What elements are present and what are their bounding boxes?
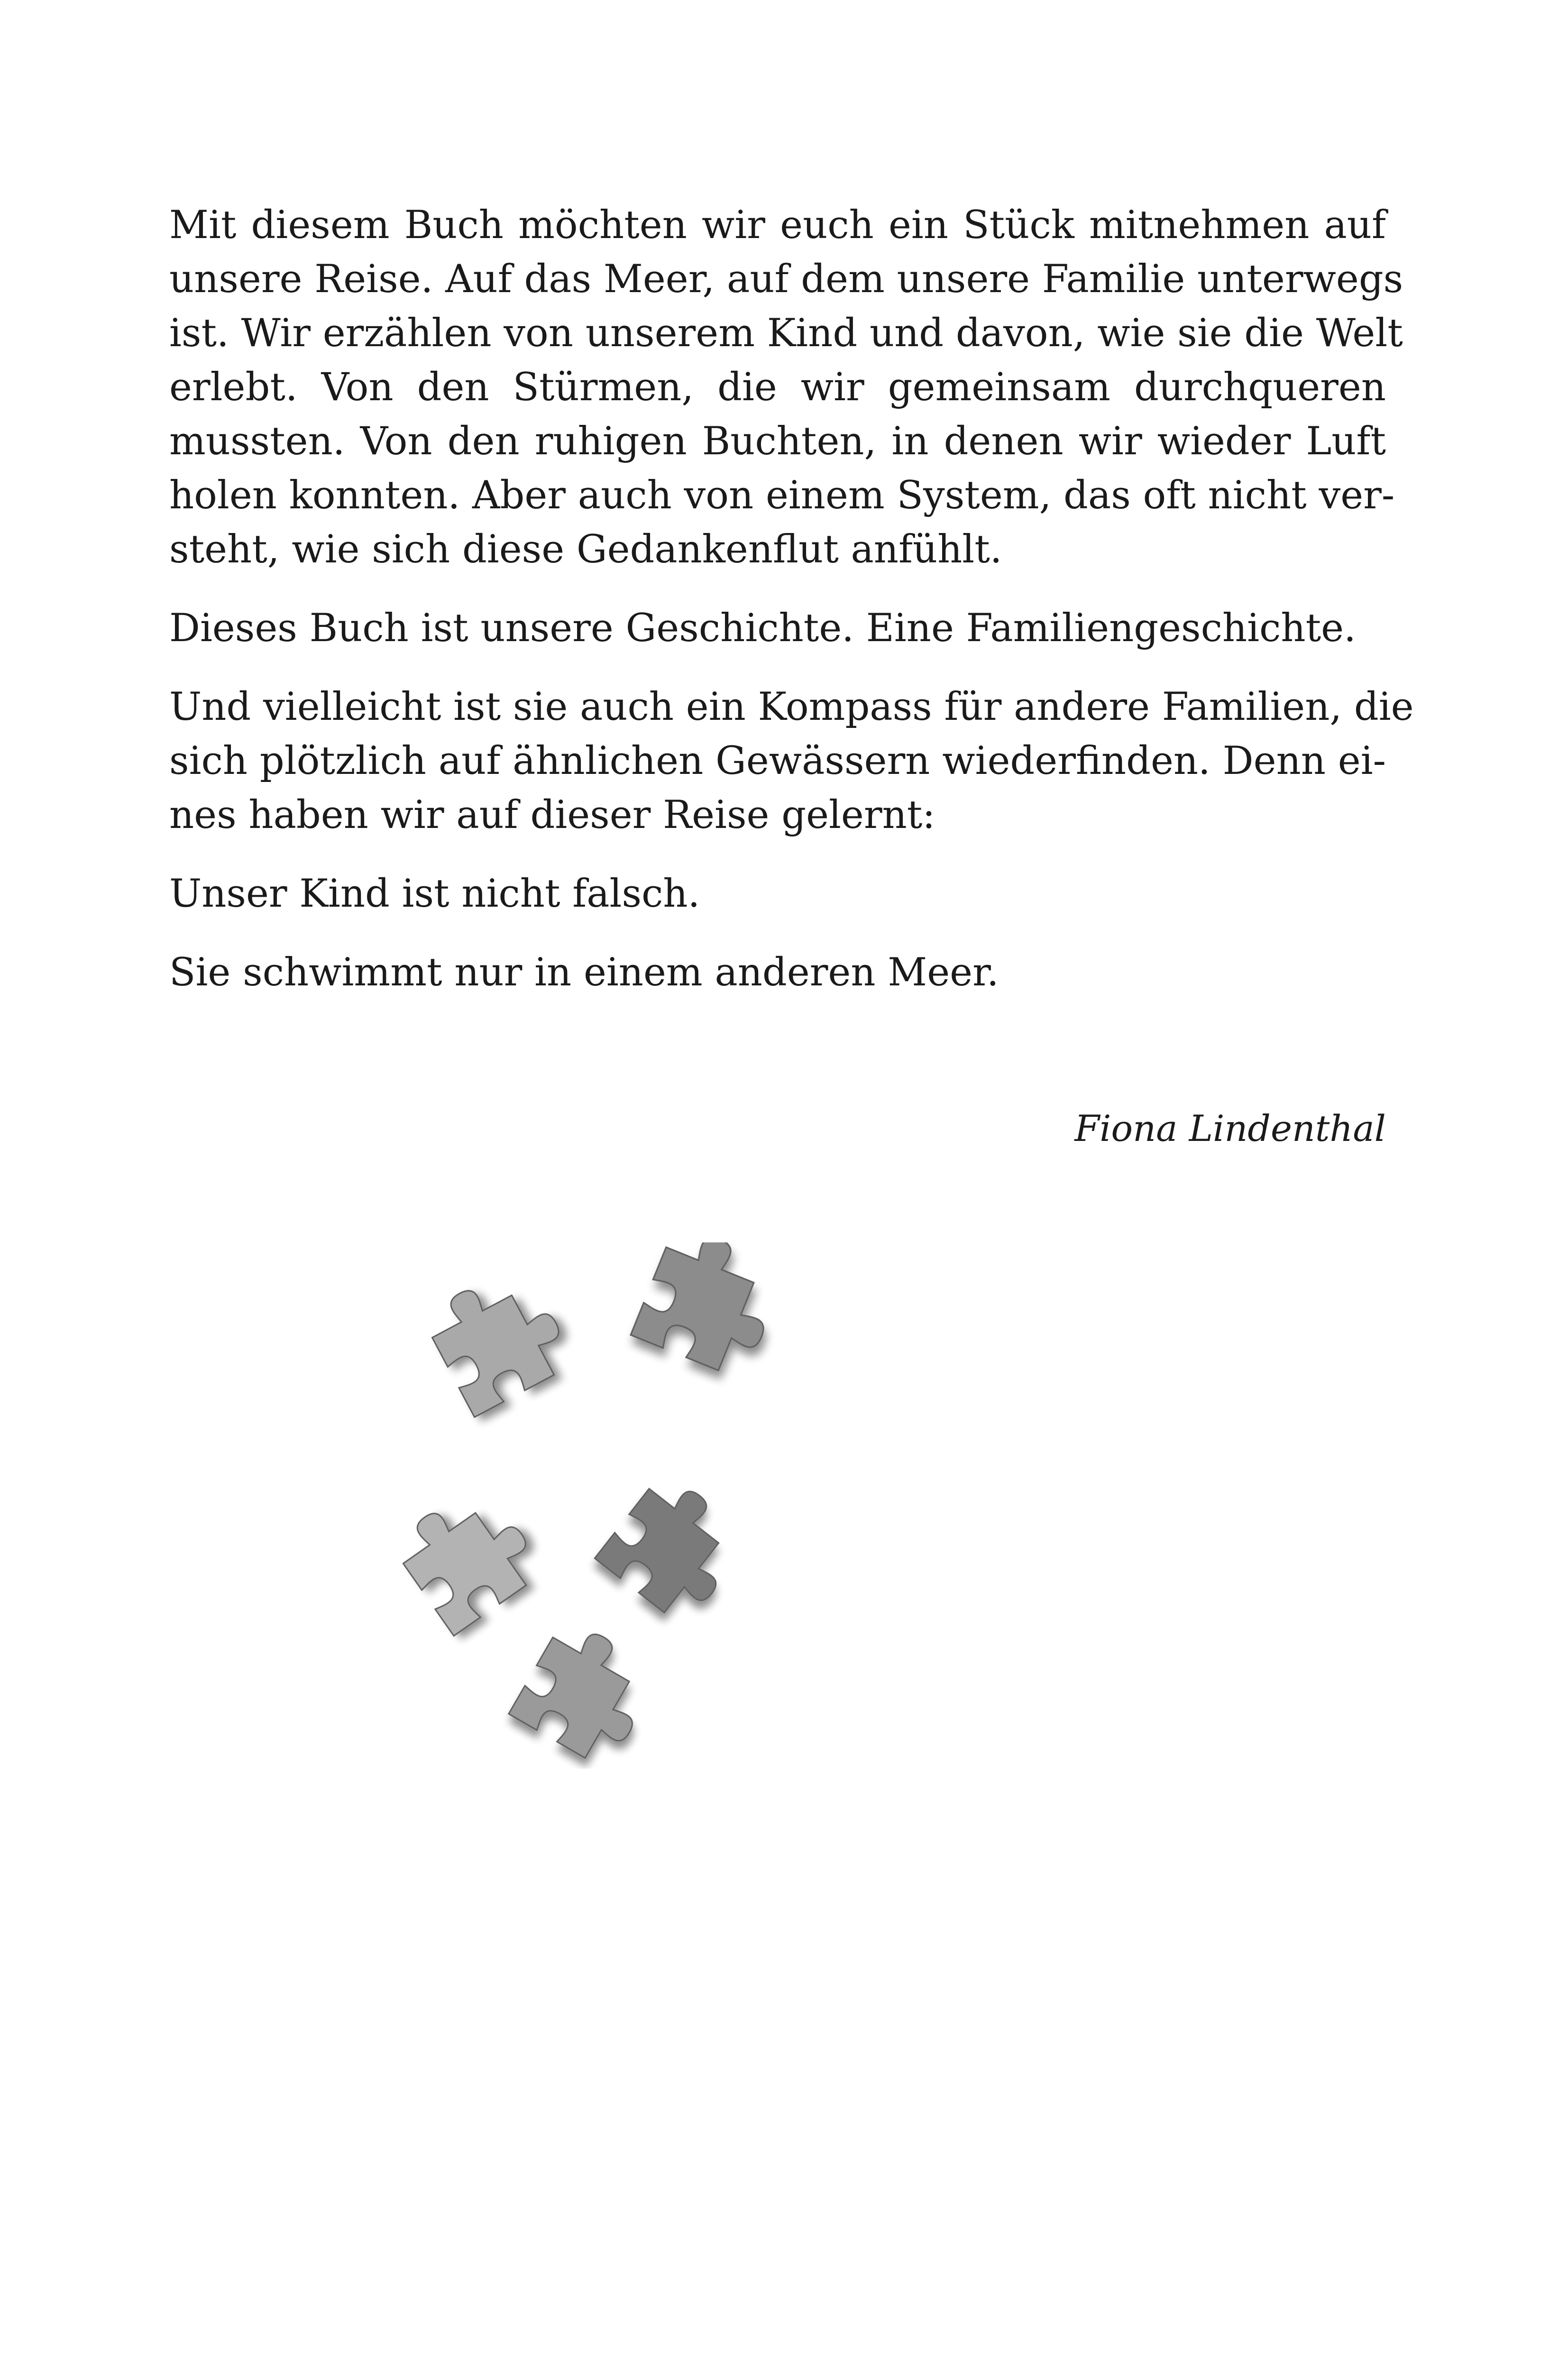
text-line: sich plötzlich auf ähnlichen Gewässern wiederfinden. Denn ei- [169,739,1386,783]
puzzle-piece [509,1615,664,1769]
text-line: Und vielleicht ist sie auch ein Kompass für andere Familien, die [169,685,1414,729]
paragraph-1 [169,198,1403,577]
paragraph-2: Dieses Buch ist unsere Geschichte. Eine Familiengeschichte. [169,606,1356,651]
text-line: erlebt. Von den Stürmen, die wir gemeinsam durchqueren [169,365,1386,410]
text-line: mussten. Von den ruhigen Buchten, in denen wir wieder Luft [169,419,1386,464]
text-line: steht, wie sich diese Gedankenflut anfühlt. [169,527,1002,572]
text-line: nes haben wir auf dieser Reise gelernt: [169,793,935,837]
puzzle-piece [420,1260,577,1417]
text-line: Mit diesem Buch möchten wir euch ein Stück mitnehmen auf [169,203,1386,248]
text-line: holen konnten. Aber auch von einem System, das oft nicht ver- [169,473,1395,518]
puzzle-pieces-icon [398,1242,844,1769]
foreword-text [169,198,1414,1024]
text-line: unsere Reise. Auf das Meer, auf dem unsere Familie unterwegs [169,257,1403,302]
puzzle-piece [398,1477,547,1636]
author-signature: Fiona Lindenthal [1074,1107,1386,1149]
paragraph-4: Unser Kind ist nicht falsch. [169,872,700,916]
paragraph-3 [169,680,1414,842]
puzzle-piece [595,1469,754,1628]
text-line: ist. Wir erzählen von unserem Kind und davon, wie sie die Welt [169,311,1403,356]
paragraph-5: Sie schwimmt nur in einem anderen Meer. [169,950,999,995]
puzzle-piece [631,1242,789,1380]
